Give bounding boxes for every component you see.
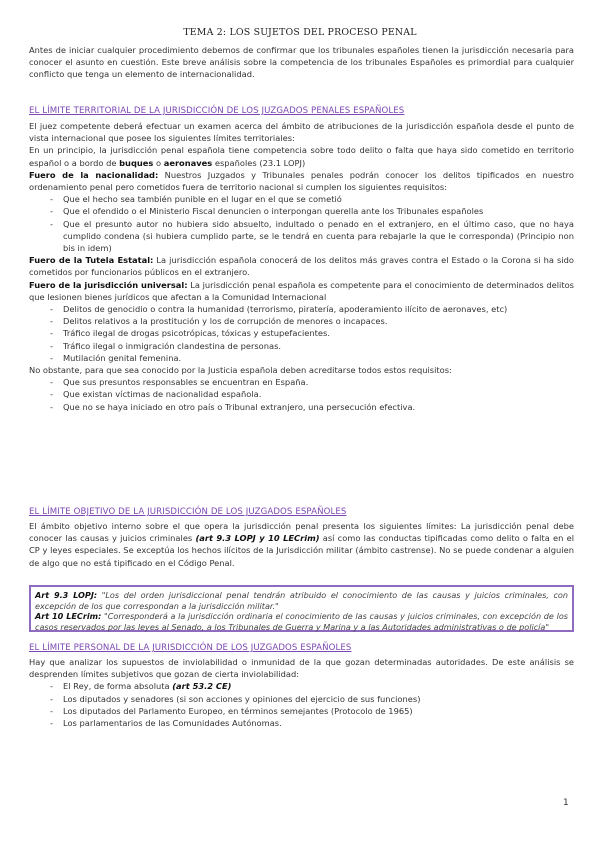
list-item: - Que sus presuntos responsables se encuentran en España.	[29, 376, 574, 388]
list-item: - Tráfico ilegal o inmigración clandestina de personas.	[29, 340, 574, 352]
list-item: - Delitos de genocidio o contra la humanidad (terrorismo, piratería, apoderamiento ilícito de aeronaves, etc)	[29, 303, 574, 315]
paragraph: Fuero de la Tutela Estatal: La jurisdicción española conocerá de los delitos más graves contra el Estado o la Corona si ha sido cometidos por funcionarios públicos en el extranjero.	[29, 255, 574, 278]
list-item: - Los diputados del Parlamento Europeo, en términos semejantes (Protocolo de 1965)	[29, 705, 574, 717]
paragraph: Fuero de la nacionalidad: Nuestros Juzgados y Tribunales penales podrán conocer los delitos tipificados en nuestro ordenamiento penal pero cometidos fuera de territorio nacional si cumplen los siguientes requisitos:	[29, 169, 574, 193]
quote-art-10: Art 10 LECrim: "Corresponderá a la jurisdicción ordinaria el conocimiento de las causas y juicios criminales, con excepción de los casos reservados por las leyes al Senado, a los Tribunales de Guerra y Marina y a las Autoridades administrativas o de policía"	[35, 611, 568, 632]
list-item: - Que el hecho sea también punible en el lugar en el que se cometió	[29, 193, 574, 205]
list-item: - Que el ofendido o el Ministerio Fiscal denuncien o interpongan querella ante los Tribunales españoles	[29, 205, 574, 217]
page-title: TEMA 2: LOS SUJETOS DEL PROCESO PENAL	[183, 27, 417, 38]
list-item: - Que no se haya iniciado en otro país o Tribunal extranjero, una persecución efectiva.	[29, 401, 574, 413]
paragraph: En un principio, la jurisdicción penal española tiene competencia sobre todo delito o falta que haya sido cometido en territorio español o a bordo de buques o aeronaves españoles (23.1 LOPJ)	[29, 145, 574, 168]
law-quote-box	[29, 585, 574, 632]
section-objetivo-body	[29, 520, 574, 569]
page-number: 1	[563, 798, 569, 808]
list-item: - Mutilación genital femenina.	[29, 352, 574, 364]
list-item: - El Rey, de forma absoluta (art 53.2 CE)	[29, 680, 574, 692]
section-territorial-body	[29, 120, 574, 413]
list-item: - Delitos relativos a la prostitución y los de corrupción de menores o incapaces.	[29, 315, 574, 327]
list-item: - Que existan víctimas de nacionalidad española.	[29, 388, 574, 400]
paragraph: No obstante, para que sea conocido por la Justicia española deben acreditarse todos estos requisitos:	[29, 365, 452, 376]
paragraph: El ámbito objetivo interno sobre el que opera la jurisdicción penal presenta los siguientes límites: La jurisdicción penal debe conocer las causas y juicios criminales (art 9.3 LOPJ y 10 LECrim) así como las conductas tipificadas como delito o falta en el CP y leyes especiales. Se exceptúa los hechos ilícitos de la Jurisdicción militar (ámbito castrense). No se puede condenar a alguien de algo que no está tipificado en el Código Penal.	[29, 521, 575, 568]
section-heading-objetivo: EL LÍMITE OBJETIVO DE LA JURISDICCIÓN DE LOS JUZGADOS ESPAÑOLES	[29, 507, 347, 517]
list-item: - Los diputados y senadores (si son acciones y opiniones del ejercicio de sus funciones)	[29, 693, 574, 705]
list-item: - Tráfico ilegal de drogas psicotrópicas, tóxicas y estupefacientes.	[29, 327, 574, 339]
list-item: - Que el presunto autor no hubiera sido absuelto, indultado o penado en el extranjero, en el último caso, que no haya cumplido condena (si hubiera cumplido parte, se le tendrá en cuenta para rebajarle la que le corresponda) (Principio non bis in idem)	[29, 218, 574, 255]
section-heading-territorial: EL LÍMITE TERRITORIAL DE LA JURISDICCIÓN DE LOS JUZGADOS PENALES ESPAÑOLES	[29, 106, 405, 116]
intro-paragraph: Antes de iniciar cualquier procedimiento debemos de confirmar que los tribunales españoles tienen la jurisdicción necesaria para conocer el asunto en cuestión. Este breve análisis sobre la competencia de los tribunales Españoles es primordial para cualquier conflicto que tenga un elemento de internacionalidad.	[29, 45, 574, 80]
list-item: - Los parlamentarios de las Comunidades Autónomas.	[29, 717, 574, 729]
section-heading-personal: EL LÍMITE PERSONAL DE LA JURISDICCIÓN DE LOS JUZGADOS ESPAÑOLES	[29, 643, 352, 653]
section-personal-body	[29, 656, 574, 729]
paragraph: El juez competente deberá efectuar un examen acerca del ámbito de atribuciones de la jurisdicción española desde el punto de vista internacional que posee los siguientes límites territoriales:	[29, 121, 574, 144]
paragraph: Fuero de la jurisdicción universal: La jurisdicción penal española es competente para el conocimiento de determinados delitos que lesionen bienes jurídicos que afectan a la Comunidad Internacional	[29, 279, 575, 302]
quote-art-9-3: Art 9.3 LOPJ: "Los del orden jurisdiccional penal tendrán atribuido el conocimiento de las causas y juicios criminales, con excepción de los que correspondan a la jurisdicción militar."	[35, 590, 568, 611]
paragraph: Hay que analizar los supuestos de inviolabilidad o inmunidad de la que gozan determinadas autoridades. De este análisis se desprenden límites subjetivos que gozan de cierta inviolabilidad:	[29, 657, 574, 680]
